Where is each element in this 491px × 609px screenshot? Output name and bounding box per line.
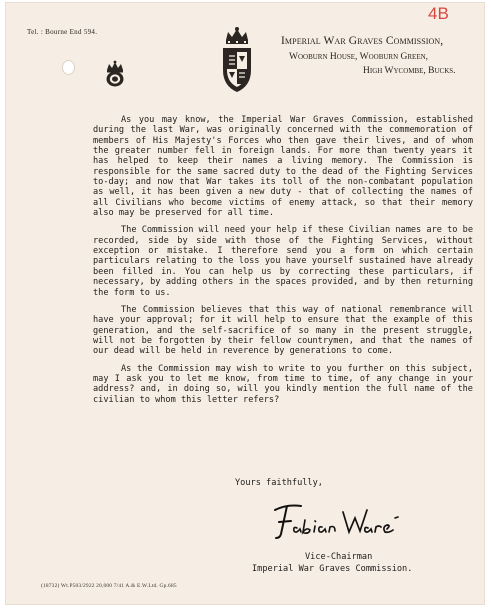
letter-page [5, 2, 485, 605]
crown-badge-icon [102, 60, 128, 88]
print-code: (18732) Wt.P503/2922 20,000 7/41 A.& E.W.Ltd. Gp.685 [41, 583, 177, 589]
address-line-1: Wooburn House, Wooburn Green, [289, 52, 429, 62]
signatory-organization: Imperial War Graves Commission. [252, 564, 413, 574]
paragraph-3: The Commission believes that this way of national remembrance will have your approval; for it will help to ensure that the example of this generation, and the self-sacrifice of so many in the present struggle, will not be forgotten by their fellow countrymen, and that the names of our dead will be held in reverence by generations to come. [93, 304, 473, 357]
paragraph-1: As you may know, the Imperial War Graves Commission, established during the last War, was originally concerned with the commemoration of members of His Majesty's Forces who then gave their lives, and of whom the greater number fell in foreign lands. For more than twenty years it has helped to keep their names a living memory. The Commission is responsible for the same sacred duty to the dead of the Fighting Services to-day; and now that War takes its toll of the non-combatant population as well, it has been given a new duty - that of collecting the names of all Civilians who become victims of enemy attack, so that their memory also may be preserved for all time. [93, 115, 473, 219]
punch-hole [63, 61, 74, 74]
telephone-line: Tel. : Bourne End 594. [27, 28, 98, 36]
signatory-title: Vice-Chairman [305, 552, 373, 562]
handwritten-signature [267, 498, 407, 542]
address-line-2: High Wycombe, Bucks. [363, 66, 456, 76]
royal-crest-icon [219, 26, 255, 94]
closing-line: Yours faithfully, [235, 478, 323, 488]
paragraph-4: As the Commission may wish to write to you further on this subject, may I ask you to let me know, from time to time, of any change in your address? and, in doing so, will you kindly mention the full name of the civilian to whom this letter refers? [93, 363, 473, 405]
letter-body [93, 115, 473, 412]
letterhead [281, 35, 456, 76]
paragraph-2: The Commission will need your help if these Civilian names are to be recorded, side by side with those of the Fighting Services, without exception or mistake. I therefore send you a form on which certain particulars relating to the loss you have yourself sustained have already been filled in. You can help us by correcting these particulars, if necessary, by adding others in the spaces provided, and by then returning the form to us. [93, 225, 473, 298]
organization-name: Imperial War Graves Commission, [281, 35, 444, 47]
reference-mark: 4B [428, 4, 449, 23]
